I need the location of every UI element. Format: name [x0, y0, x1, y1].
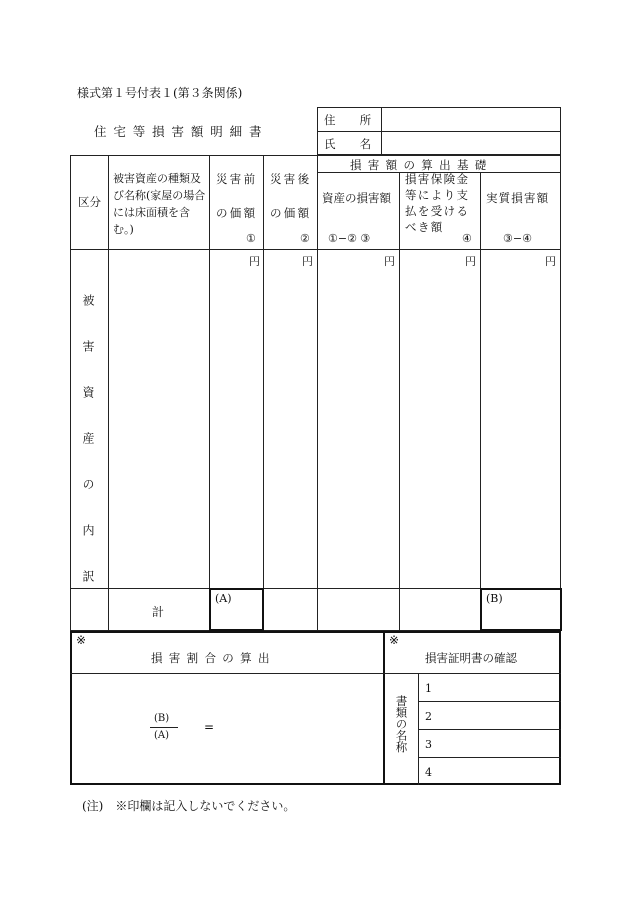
- asset-loss-field[interactable]: [319, 266, 398, 587]
- total-label: 計: [152, 605, 165, 619]
- form-number: 様式第１号付表１(第３条関係): [77, 86, 243, 100]
- yen-mark: 円: [545, 255, 556, 268]
- loss-ratio-label: 損害割合の算出: [151, 651, 276, 665]
- yen-mark: 円: [302, 255, 313, 268]
- doc-row-number: 2: [425, 710, 432, 723]
- address-label: 住 所: [324, 113, 378, 127]
- actual-loss-field[interactable]: [482, 266, 560, 587]
- insurance-field[interactable]: [401, 266, 479, 587]
- breakdown-label: 被害資産の内訳: [81, 294, 95, 616]
- after-value-header-2: の価額: [270, 206, 312, 220]
- actual-loss-header: 実質損害額: [486, 191, 550, 205]
- footnote: (注) ※印欄は記入しないでください。: [82, 799, 296, 813]
- total-b-label: (B): [486, 592, 503, 605]
- loss-ratio-result-field[interactable]: [222, 700, 372, 750]
- mark-1: ①: [246, 232, 256, 245]
- asset-kind-field[interactable]: [110, 251, 208, 587]
- doc-row-field[interactable]: [440, 731, 559, 756]
- certificate-check-label: 損害証明書の確認: [425, 651, 517, 665]
- insurance-header: 損害保険金等により支払を受けるべき額: [405, 172, 470, 234]
- before-value-header-1: 災害前: [216, 172, 258, 186]
- total-a-label: (A): [215, 592, 232, 605]
- basis-header: 損害額の算出基礎: [350, 158, 493, 172]
- name-label: 氏 名: [324, 137, 378, 151]
- address-field[interactable]: [383, 109, 559, 129]
- yen-mark: 円: [465, 255, 476, 268]
- note-mark-right: ※: [389, 633, 400, 647]
- document-name-label: 書類の名称: [394, 695, 409, 753]
- before-value-header-2: の価額: [216, 206, 258, 220]
- document-title: 住宅等損害額明細書: [94, 124, 269, 139]
- mark-2: ②: [300, 232, 310, 245]
- doc-row-field[interactable]: [440, 759, 559, 783]
- after-value-field[interactable]: [265, 266, 316, 587]
- equals-sign: =: [204, 720, 215, 734]
- name-field[interactable]: [383, 133, 559, 153]
- mark-3-minus-4: ③−④: [503, 232, 532, 245]
- asset-loss-header: 資産の損害額: [322, 191, 391, 205]
- note-mark-left: ※: [76, 633, 87, 647]
- kubun-header: 区分: [78, 195, 101, 209]
- doc-row-field[interactable]: [440, 703, 559, 728]
- doc-row-number: 1: [425, 682, 432, 695]
- doc-row-field[interactable]: [440, 675, 559, 700]
- mark-4: ④: [462, 232, 472, 245]
- before-value-field[interactable]: [211, 266, 262, 587]
- fraction-denominator: (A): [154, 730, 170, 741]
- after-value-header-1: 災害後: [270, 172, 312, 186]
- yen-mark: 円: [249, 255, 260, 268]
- fraction-numerator: (B): [154, 713, 170, 724]
- mark-3: ①−② ③: [328, 232, 371, 245]
- doc-row-number: 3: [425, 738, 432, 751]
- doc-row-number: 4: [425, 766, 432, 779]
- asset-kind-header: 被害資産の種類及び名称(家屋の場合には床面積を含む。): [113, 172, 206, 236]
- yen-mark: 円: [384, 255, 395, 268]
